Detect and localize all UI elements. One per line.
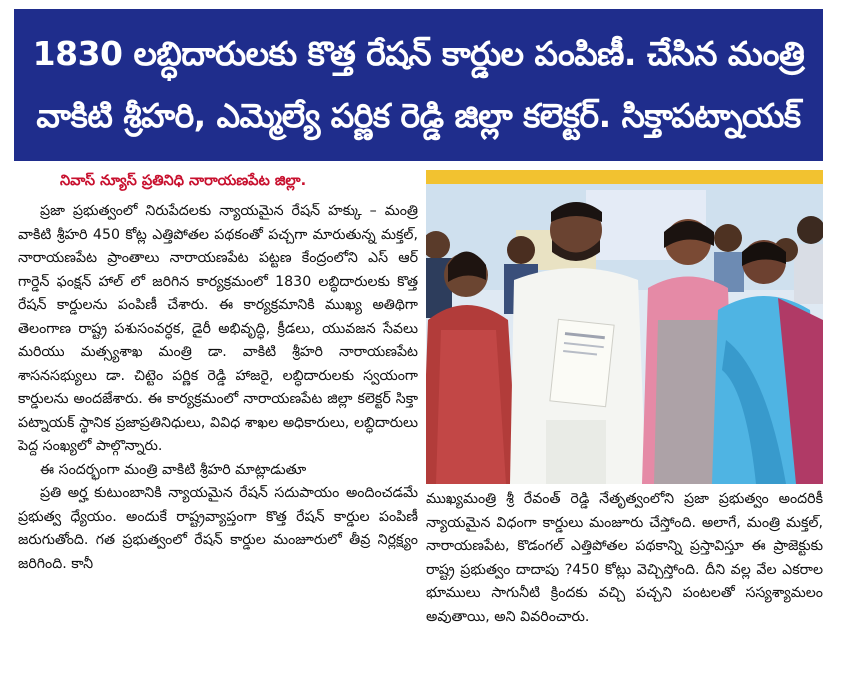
headline-line-1: 1830 లబ్ధిదారులకు కొత్త రేషన్ కార్డుల పంపిణీ. చేసిన మంత్రి — [32, 34, 805, 73]
dateline: నివాస్ న్యూస్ ప్రతినిధి నారాయణపేట జిల్లా. — [60, 173, 307, 189]
event-photo — [426, 170, 823, 484]
article-paragraph-4: ముఖ్యమంత్రి శ్రీ రేవంత్ రెడ్డి నేతృత్వంలోని ప్రజా ప్రభుత్వం అందరికీ న్యాయమైన విధంగా కార్డులు మంజూరు చేస్తోంది. అలాగే, మంత్రి మక్తల్, నారాయణపేట, కొడంగల్ ఎత్తిపోతల పథకాన్ని ప్రస్తావిస్తూ ఈ ప్రాజెక్టుకు రాష్ట్ర ప్రభుత్వం దాదాపు ?450 కోట్లు వెచ్చిస్తోంది. దీని వల్ల వేల ఎకరాల భూములు సాగునీటి క్రిందకు వచ్చి పచ్చని పంటలతో సస్యశ్యామలం అవుతాయి, అని వివరించారు. — [426, 491, 823, 625]
headline-banner — [14, 9, 823, 161]
article-paragraph-3: ప్రతి అర్హ కుటుంబానికి న్యాయమైన రేషన్ సదుపాయం అందించడమే ప్రభుత్వ ధ్యేయం. అందుకే రాష్ట్రవ్యాప్తంగా కొత్త రేషన్ కార్డుల పంపిణీ జరుగుతోంది. గత ప్రభుత్వంలో రేషన్ కార్డుల మంజూరులో తీవ్ర నిర్లక్ష్యం జరిగింది. కానీ — [18, 485, 418, 572]
article-left-column — [18, 200, 418, 576]
article-right-column — [426, 488, 823, 629]
article-paragraph-2: ఈ సందర్భంగా మంత్రి వాకిటి శ్రీహరి మాట్లాడుతూ — [40, 461, 307, 478]
article-paragraph-1: ప్రజా ప్రభుత్వంలో నిరుపేదలకు న్యాయమైన రేషన్ హక్కు – మంత్రి వాకిటి శ్రీహరి 450 కోట్ల ఎత్తిపోతల పథకంతో పచ్చగా మారుతున్న మక్తల్, నారాయణపేట ప్రాంతాలు నారాయణపేట పట్టణ కేంద్రంలోని ఎస్ ఆర్ గార్డెన్ ఫంక్షన్ హాల్ లో జరిగిన కార్యక్రమంలో 1830 లబ్ధిదారులకు కొత్త రేషన్ కార్డులను పంపిణీ చేశారు. ఈ కార్యక్రమానికి ముఖ్య అతిథిగా తెలంగాణ రాష్ట్ర పశుసంవర్ధక, డైరీ అభివృద్ధి, క్రీడలు, యువజన సేవలు మరియు మత్స్యశాఖ మంత్రి డా. వాకిటి శ్రీహరి నారాయణపేట శాసనసభ్యులు డా. చిట్టెం పర్ణిక రెడ్డి హాజరై, లబ్ధిదారులకు స్వయంగా కార్డులను అందజేశారు. ఈ కార్యక్రమంలో నారాయణపేట జిల్లా కలెక్టర్ సిక్తా పట్నాయక్ స్థానిక ప్రజాప్రతినిధులు, వివిధ శాఖల అధికారులు, లబ్ధిదారులు పెద్ద సంఖ్యలో పాల్గొన్నారు. — [18, 203, 418, 454]
headline-line-2: వాకిటి శ్రీహరి, ఎమ్మెల్యే పర్ణిక రెడ్డి జిల్లా కలెక్టర్. సిక్తాపట్నాయక్ — [36, 96, 801, 135]
